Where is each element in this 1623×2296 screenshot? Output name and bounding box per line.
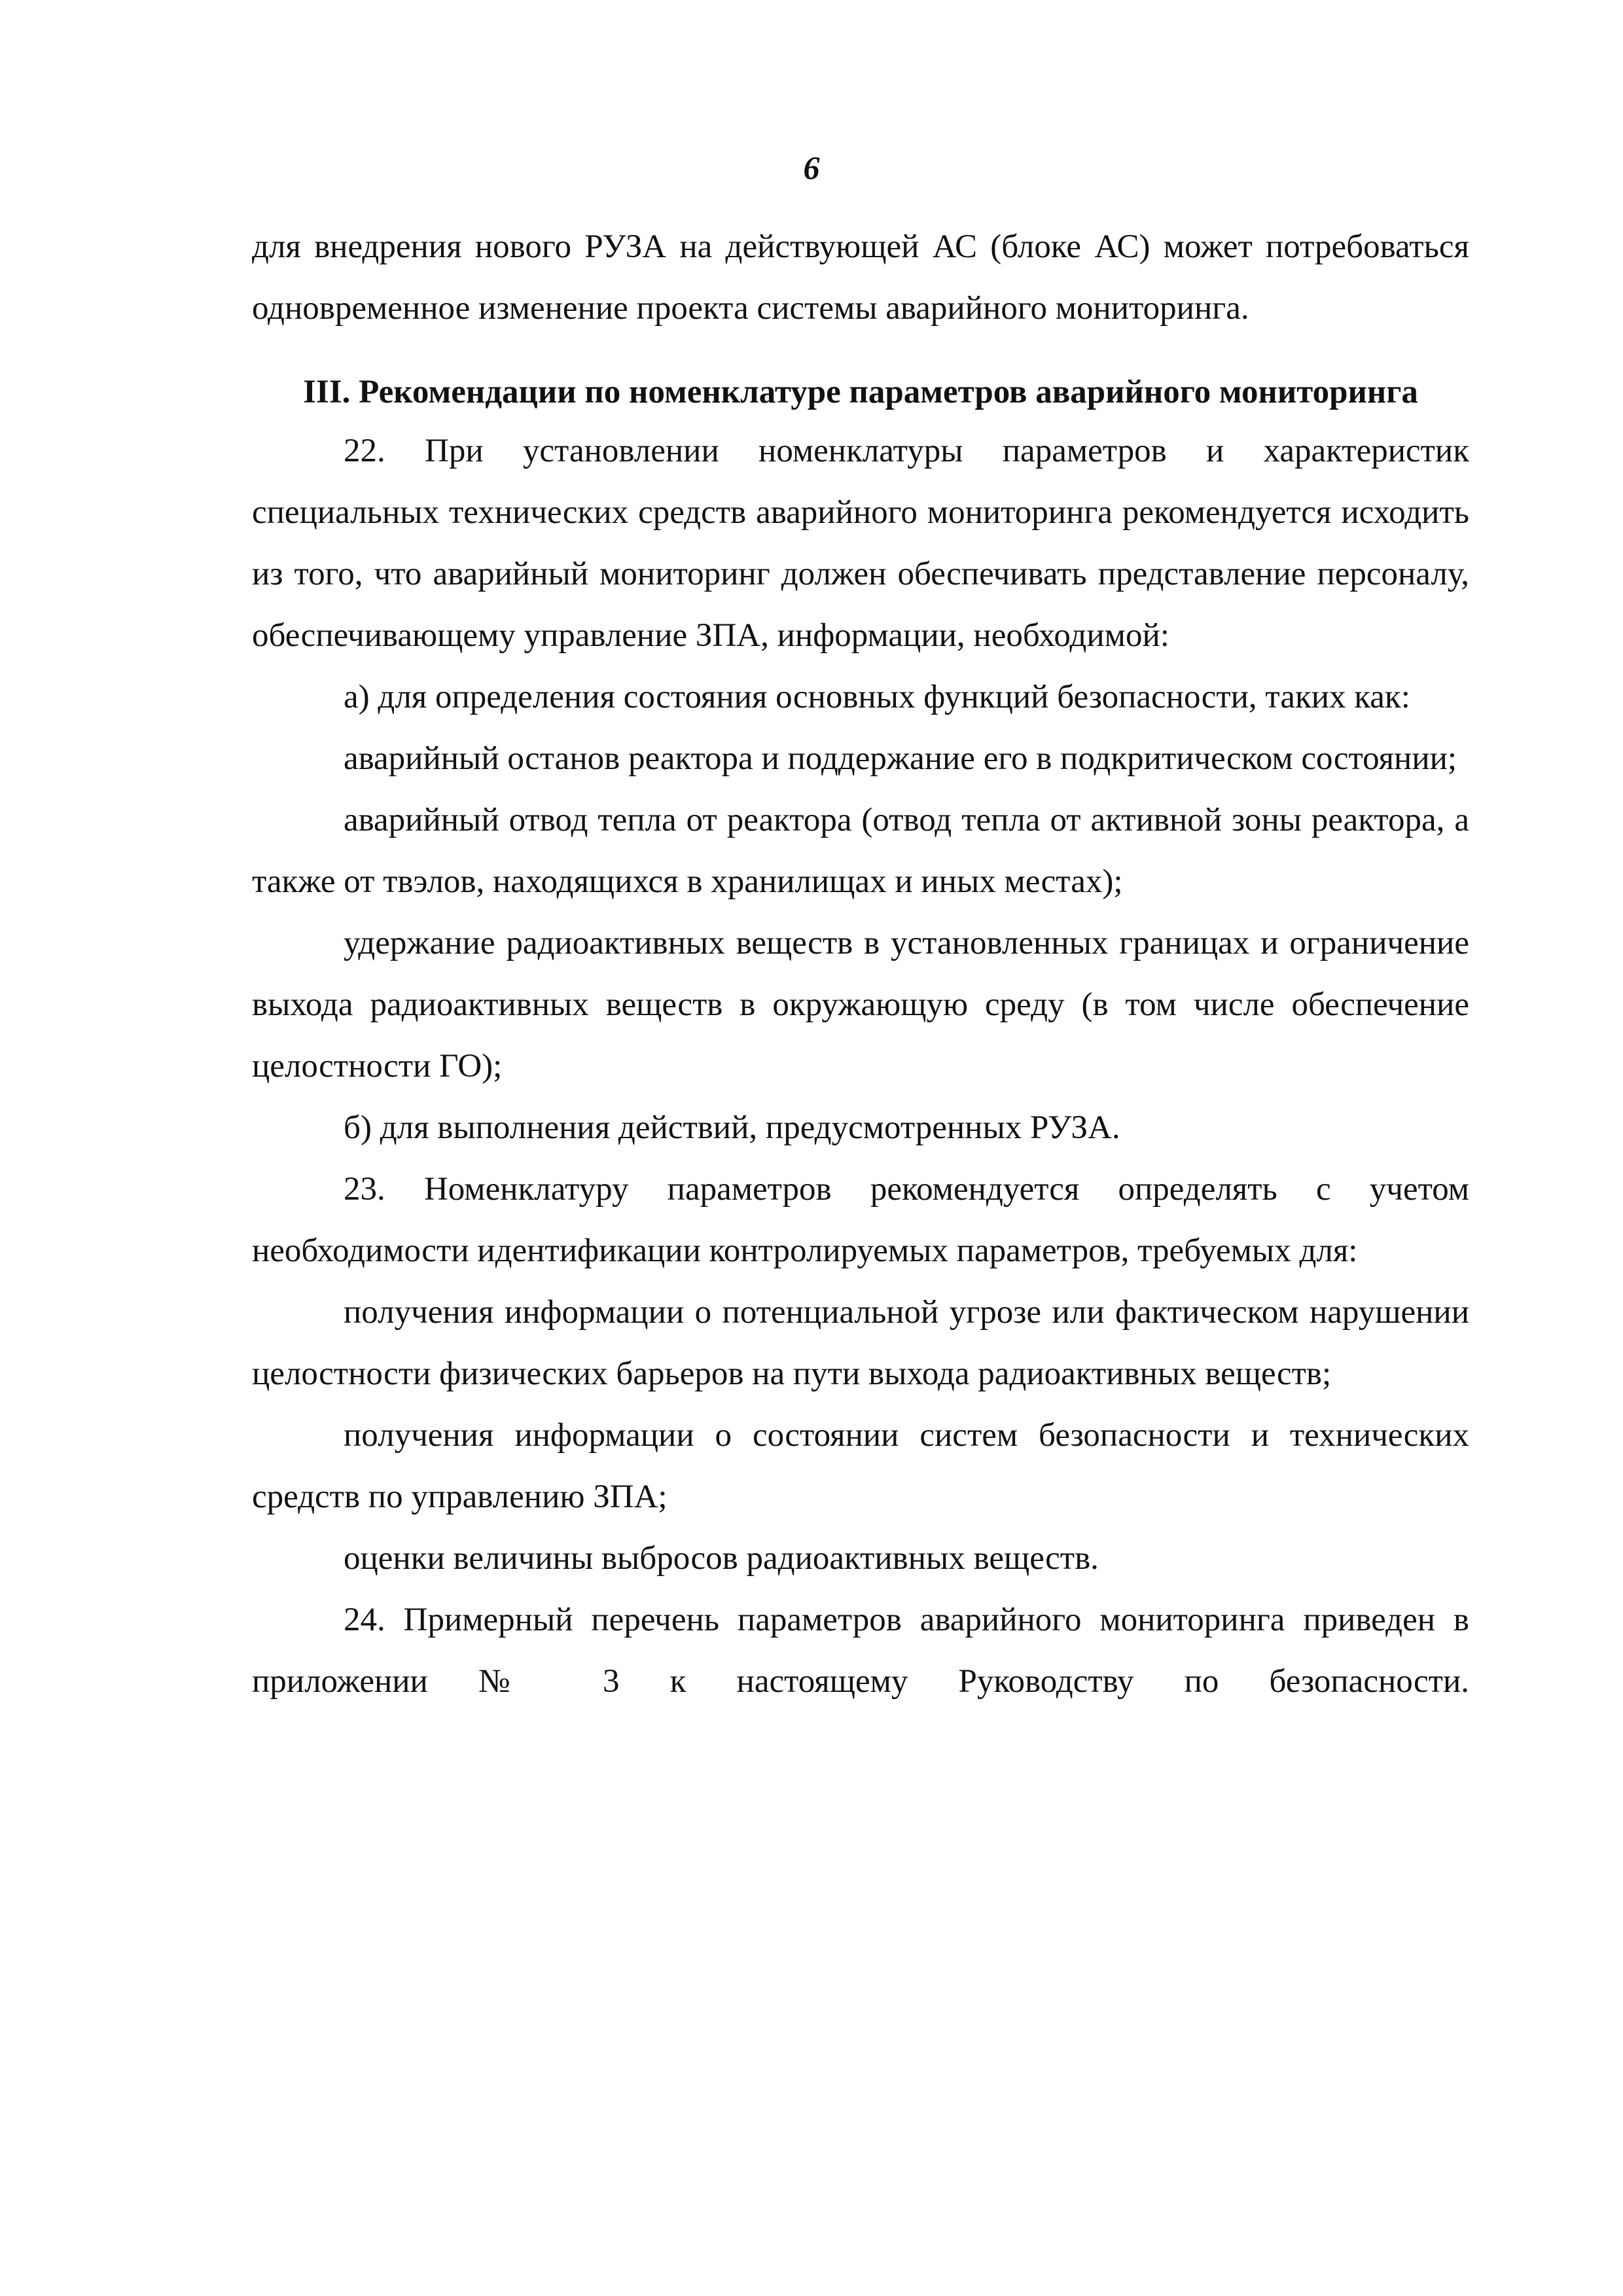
list-item-a: а) для определения состояния основных функций безопасности, таких как:	[344, 679, 1410, 715]
list-item-containment: удержание радиоактивных веществ в установленных границах и ограничение выхода радиоактивных веществ в окружающую среду (в том числе обеспечение целостности ГО);	[252, 925, 1469, 1085]
list-item-barriers: получения информации о потенциальной угрозе или фактическом нарушении целостности физических барьеров на пути выхода радиоактивных веществ;	[252, 1294, 1469, 1392]
paragraph-23: 23. Номенклатуру параметров рекомендуется определять с учетом необходимости идентификации контролируемых параметров, требуемых для:	[252, 1171, 1469, 1269]
section-heading: III. Рекомендации по номенклатуре параметров аварийного мониторинга	[303, 374, 1418, 410]
page-number: 6	[803, 149, 820, 186]
paragraph-continuation: для внедрения нового РУЗА на действующей АС (блоке АС) может потребоваться одновременное изменение проекта системы аварийного мониторинга.	[252, 228, 1469, 327]
paragraph-24: 24. Примерный перечень параметров аварийного мониторинга приведен в приложении № 3 к настоящему Руководству по безопасности.	[252, 1602, 1469, 1700]
list-item-heat-removal: аварийный отвод тепла от реактора (отвод тепла от активной зоны реактора, а также от твэлов, находящихся в хранилищах и иных местах);	[252, 802, 1469, 900]
list-item-releases: оценки величины выбросов радиоактивных веществ.	[344, 1540, 1099, 1577]
list-item-b: б) для выполнения действий, предусмотренных РУЗА.	[344, 1109, 1120, 1146]
list-item-safety-systems: получения информации о состоянии систем безопасности и технических средств по управлению ЗПА;	[252, 1417, 1469, 1515]
list-item-shutdown: аварийный останов реактора и поддержание его в подкритическом состоянии;	[344, 740, 1457, 777]
paragraph-22: 22. При установлении номенклатуры параметров и характеристик специальных технических средств аварийного мониторинга рекомендуется исходить из того, что аварийный мониторинг должен обеспечивать представление персоналу, обеспечивающему управление ЗПА, информации, необходимой:	[252, 433, 1469, 654]
document-body	[252, 216, 1469, 1712]
